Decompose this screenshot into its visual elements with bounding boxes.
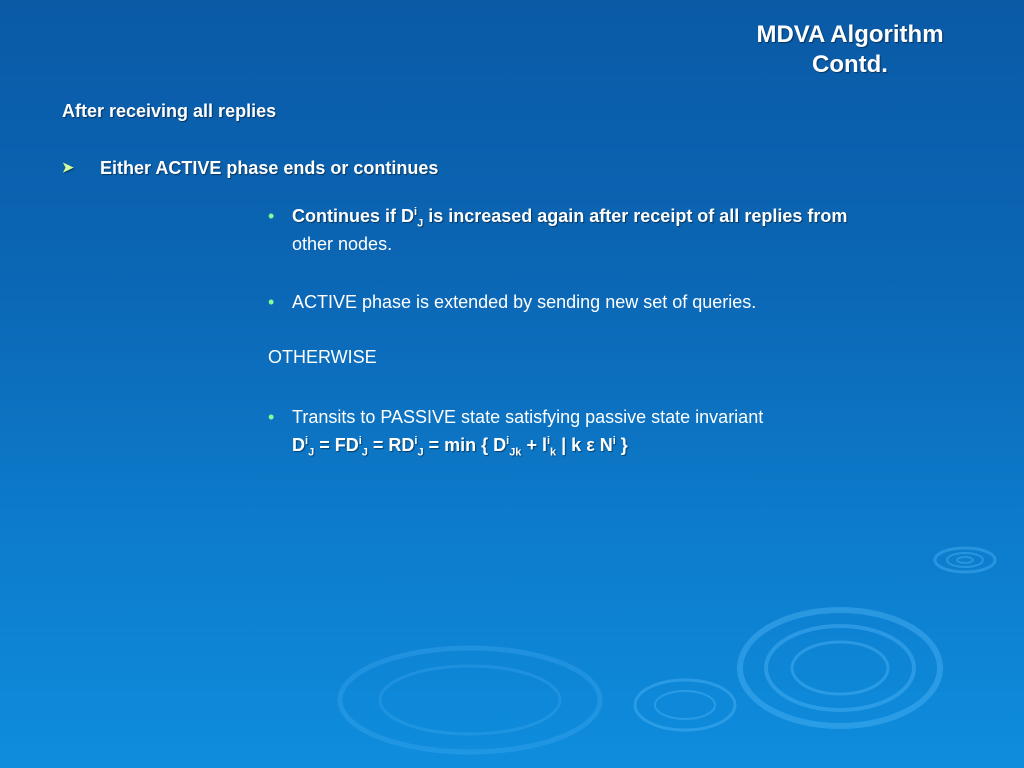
invariant-formula: $D^i_J = FD^i_J = RD^i_J = \min$ { $D^i_{Jk} + l^i_k$ | k ε $N^i$ } xyxy=(292,435,628,459)
arrow-right-icon: ➤ xyxy=(62,159,74,175)
sub-bullet-line1: Continues if $D^i_J$ is increased again after receipt of all replies from xyxy=(292,206,848,230)
sub-bullet-line1: Transits to PASSIVE state satisfying passive state invariant xyxy=(292,407,764,427)
bullet-text: Either ACTIVE phase ends or continues xyxy=(100,158,439,178)
section-heading: After receiving all replies xyxy=(62,101,277,121)
dot-icon: • xyxy=(268,407,275,427)
slide-title-line1: MDVA Algorithm xyxy=(756,21,944,48)
otherwise-label: OTHERWISE xyxy=(268,347,377,367)
sub-bullet-line2: other nodes. xyxy=(292,234,393,254)
slide-title-line2: Contd. xyxy=(812,51,888,78)
dot-icon: • xyxy=(268,292,275,312)
sub-bullet-text: ACTIVE phase is extended by sending new set of queries. xyxy=(292,292,757,312)
slide-title xyxy=(700,20,1000,80)
dot-icon: • xyxy=(268,206,275,226)
